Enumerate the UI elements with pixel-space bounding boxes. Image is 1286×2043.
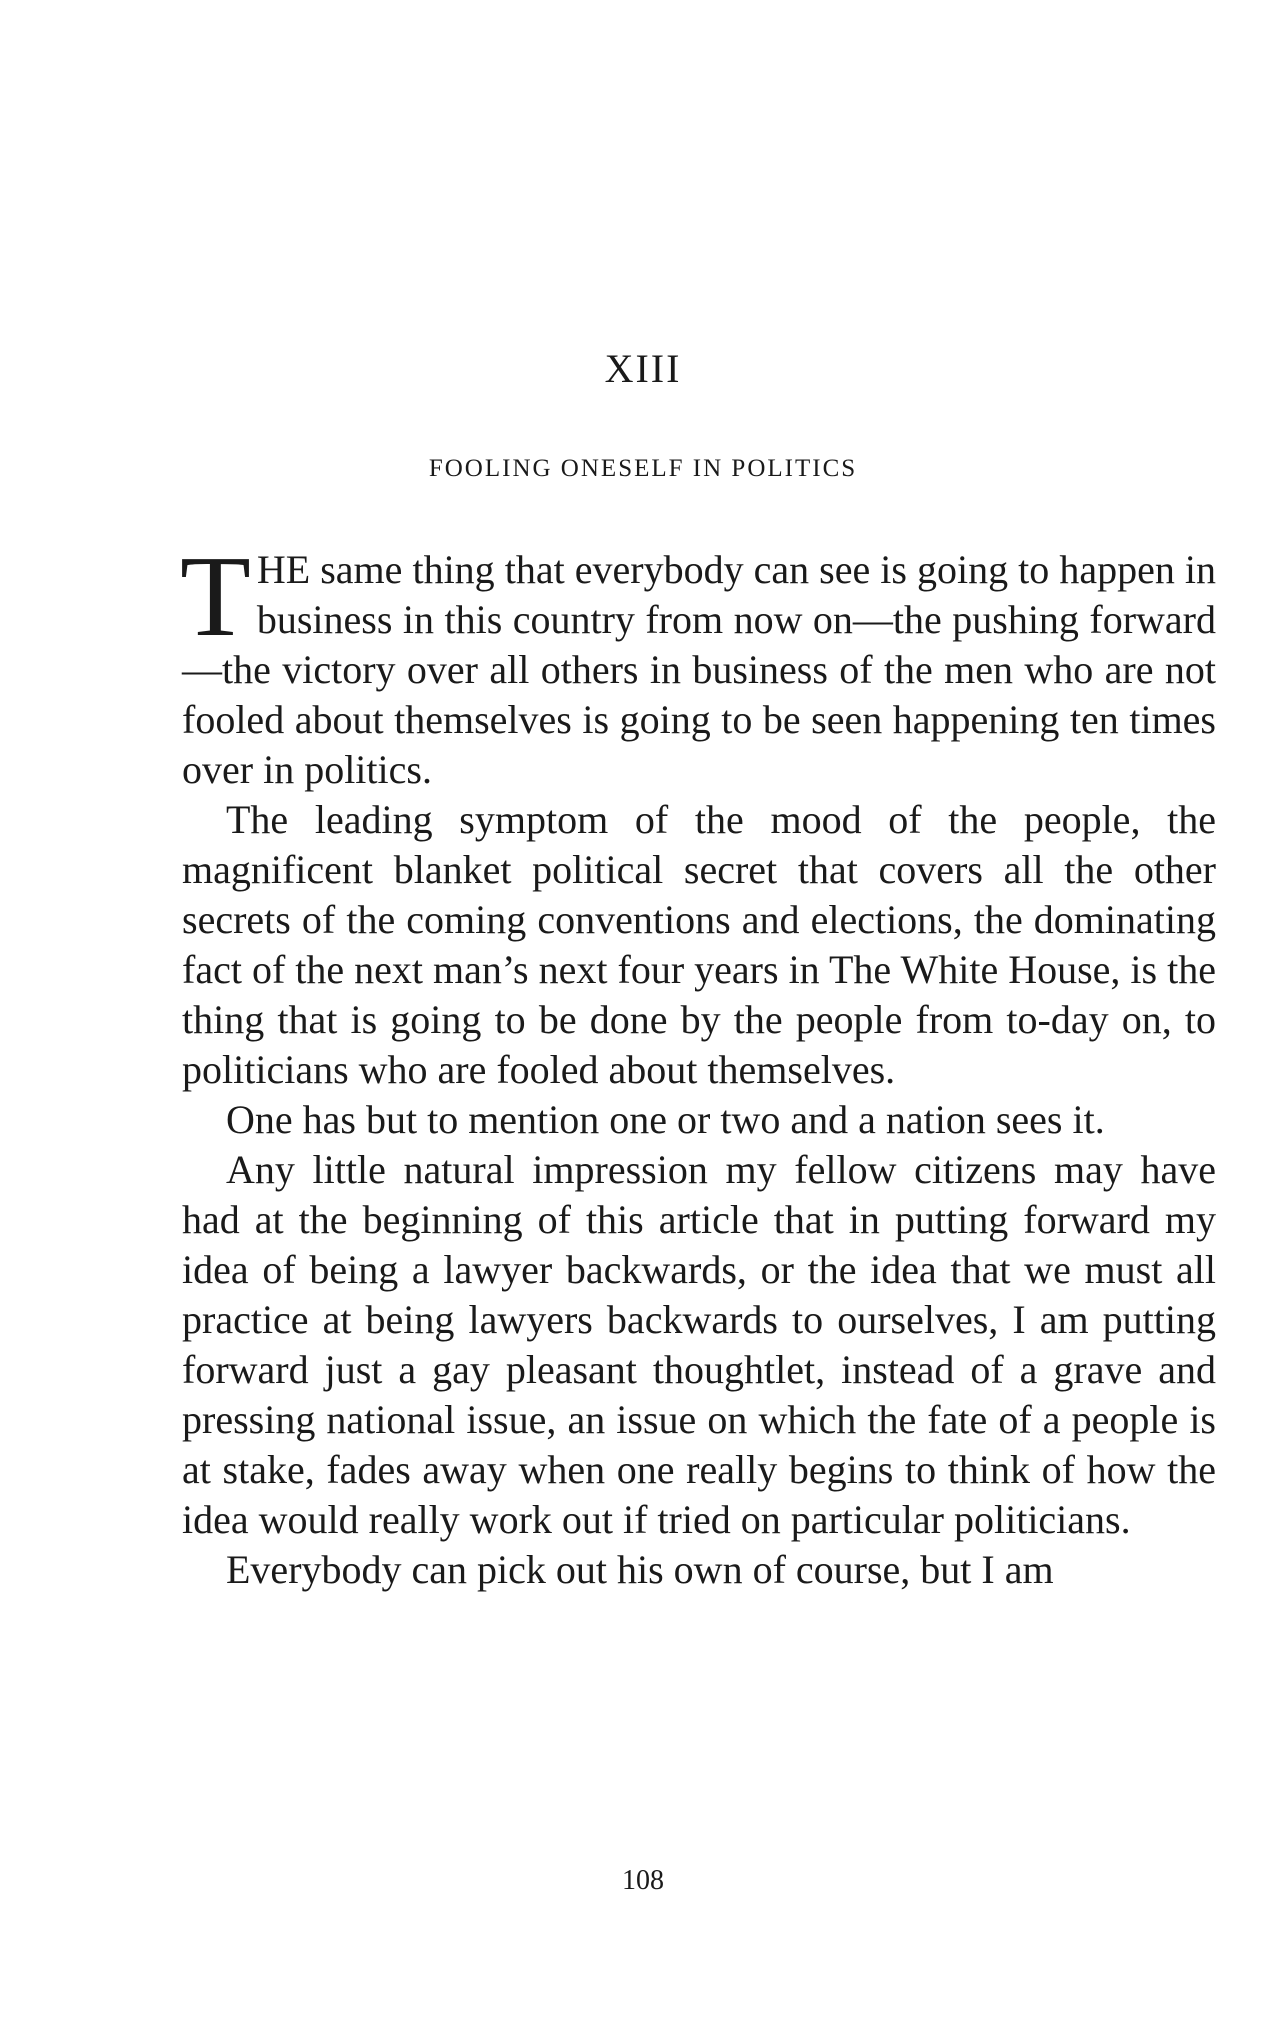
paragraph-1-text: HE same thing that everybody can see is going to happen in business in this country from now on—the pushing forward—the victory over all others in business of the men who are not fooled about themselves is going to be seen happening ten times over in politics. [182, 547, 1216, 792]
page-number: 108 [622, 1865, 664, 1896]
paragraph-5: Everybody can pick out his own of course, but I am [226, 1547, 1054, 1592]
chapter-title: FOOLING ONESELF IN POLITICS [428, 455, 858, 482]
paragraph-3: One has but to mention one or two and a nation sees it. [226, 1097, 1105, 1142]
paragraph-4: Any little natural impression my fellow citizens may have had at the beginning of this article that in putting forward my idea of being a lawyer backwards, or the idea that we must all practice at being lawyers backwards to ourselves, I am putting forward just a gay pleasant thoughtlet, instead of a grave and pressing national issue, an issue on which the fate of a people is at stake, fades away when one really begins to think of how the idea would really work out if tried on particular politicians. [182, 1147, 1216, 1542]
chapter-number: XIII [604, 346, 682, 391]
paragraph-1 [180, 533, 1216, 795]
drop-cap: T [180, 533, 251, 661]
paragraph-2: The leading symptom of the mood of the people, the magnificent blanket political secret that covers all the other secrets of the coming conventions and elections, the dominating fact of the next man’s next four years in The White House, is the thing that is going to be done by the people from to-day on, to politicians who are fooled about themselves. [182, 797, 1216, 1092]
body-text [180, 533, 1216, 1595]
